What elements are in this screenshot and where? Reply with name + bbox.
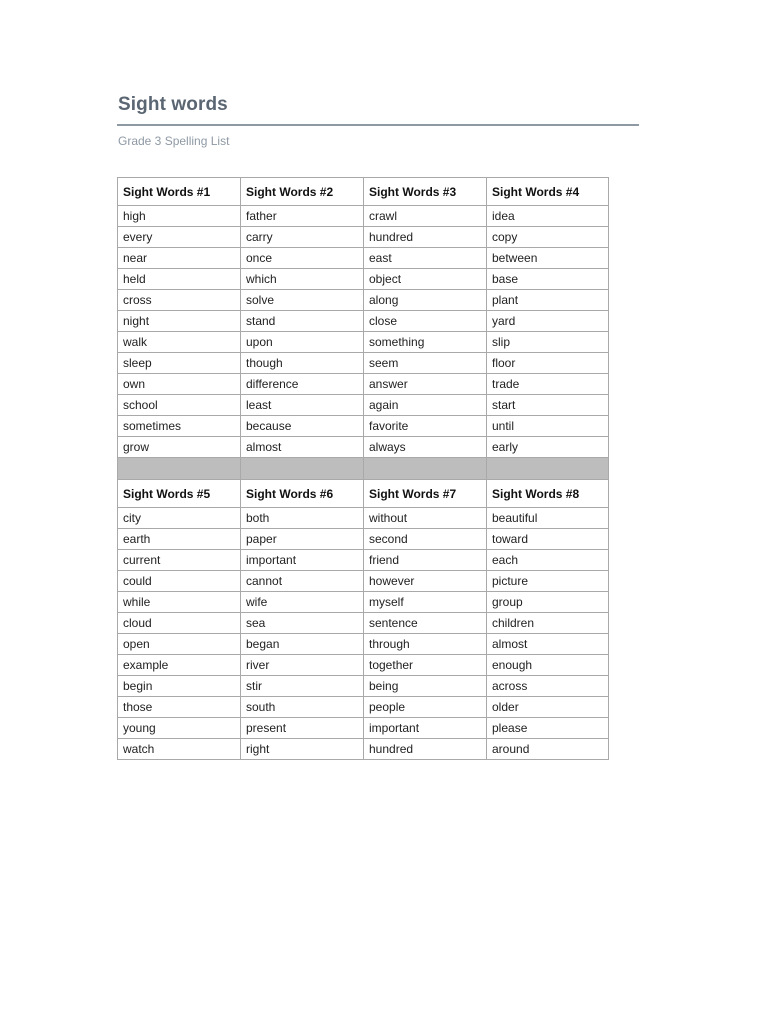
word-cell: seem <box>364 353 487 374</box>
word-cell: could <box>118 571 241 592</box>
table-row <box>118 374 609 395</box>
word-cell: stir <box>241 676 364 697</box>
word-cell: older <box>487 697 609 718</box>
word-cell: toward <box>487 529 609 550</box>
word-cell: almost <box>241 437 364 458</box>
word-cell: though <box>241 353 364 374</box>
word-cell: friend <box>364 550 487 571</box>
separator-cell <box>364 458 487 480</box>
word-cell: again <box>364 395 487 416</box>
word-cell: paper <box>241 529 364 550</box>
table-row <box>118 332 609 353</box>
table-row <box>118 739 609 760</box>
word-cell: start <box>487 395 609 416</box>
table-row <box>118 718 609 739</box>
column-header: Sight Words #5 <box>118 480 241 508</box>
word-cell: example <box>118 655 241 676</box>
word-cell: begin <box>118 676 241 697</box>
table-row <box>118 529 609 550</box>
word-cell: picture <box>487 571 609 592</box>
table-row <box>118 206 609 227</box>
table-row <box>118 697 609 718</box>
column-header: Sight Words #1 <box>118 178 241 206</box>
word-cell: upon <box>241 332 364 353</box>
word-cell: sleep <box>118 353 241 374</box>
table-row <box>118 227 609 248</box>
document-subtitle: Grade 3 Spelling List <box>118 134 230 148</box>
word-cell: earth <box>118 529 241 550</box>
word-cell: once <box>241 248 364 269</box>
word-cell: wife <box>241 592 364 613</box>
word-cell: important <box>241 550 364 571</box>
word-cell: those <box>118 697 241 718</box>
word-cell: between <box>487 248 609 269</box>
word-cell: hundred <box>364 739 487 760</box>
separator-cell <box>487 458 609 480</box>
word-cell: carry <box>241 227 364 248</box>
word-cell: people <box>364 697 487 718</box>
word-cell: grow <box>118 437 241 458</box>
column-header: Sight Words #8 <box>487 480 609 508</box>
table-row <box>118 437 609 458</box>
word-cell: because <box>241 416 364 437</box>
word-cell: high <box>118 206 241 227</box>
separator-cell <box>118 458 241 480</box>
table-row <box>118 550 609 571</box>
word-cell: sentence <box>364 613 487 634</box>
word-cell: favorite <box>364 416 487 437</box>
word-cell: enough <box>487 655 609 676</box>
word-cell: cloud <box>118 613 241 634</box>
word-cell: right <box>241 739 364 760</box>
word-cell: something <box>364 332 487 353</box>
word-cell: both <box>241 508 364 529</box>
word-cell: second <box>364 529 487 550</box>
word-cell: least <box>241 395 364 416</box>
word-cell: open <box>118 634 241 655</box>
word-cell: together <box>364 655 487 676</box>
word-cell: school <box>118 395 241 416</box>
word-cell: present <box>241 718 364 739</box>
word-cell: which <box>241 269 364 290</box>
word-cell: floor <box>487 353 609 374</box>
word-cell: close <box>364 311 487 332</box>
word-cell: always <box>364 437 487 458</box>
word-cell: young <box>118 718 241 739</box>
word-cell: watch <box>118 739 241 760</box>
word-cell: copy <box>487 227 609 248</box>
word-cell: cannot <box>241 571 364 592</box>
separator-cell <box>241 458 364 480</box>
word-cell: until <box>487 416 609 437</box>
word-cell: each <box>487 550 609 571</box>
table-row <box>118 571 609 592</box>
word-cell: sea <box>241 613 364 634</box>
word-cell: around <box>487 739 609 760</box>
table-row <box>118 290 609 311</box>
column-header: Sight Words #3 <box>364 178 487 206</box>
table-row <box>118 353 609 374</box>
column-header: Sight Words #7 <box>364 480 487 508</box>
word-cell: walk <box>118 332 241 353</box>
word-cell: idea <box>487 206 609 227</box>
sight-words-table-body <box>118 178 609 760</box>
word-cell: cross <box>118 290 241 311</box>
word-cell: every <box>118 227 241 248</box>
word-cell: city <box>118 508 241 529</box>
table-row <box>118 613 609 634</box>
word-cell: myself <box>364 592 487 613</box>
word-cell: plant <box>487 290 609 311</box>
word-cell: sometimes <box>118 416 241 437</box>
sight-words-table <box>117 177 609 760</box>
word-cell: began <box>241 634 364 655</box>
table-header-row <box>118 178 609 206</box>
column-header: Sight Words #2 <box>241 178 364 206</box>
document-title: Sight words <box>118 94 228 115</box>
table-header-row <box>118 480 609 508</box>
column-header: Sight Words #6 <box>241 480 364 508</box>
word-cell: father <box>241 206 364 227</box>
word-cell: held <box>118 269 241 290</box>
word-cell: east <box>364 248 487 269</box>
word-cell: important <box>364 718 487 739</box>
table-row <box>118 634 609 655</box>
word-cell: almost <box>487 634 609 655</box>
table-row <box>118 269 609 290</box>
title-divider <box>117 124 639 126</box>
word-cell: without <box>364 508 487 529</box>
word-cell: night <box>118 311 241 332</box>
table-row <box>118 508 609 529</box>
word-cell: near <box>118 248 241 269</box>
word-cell: base <box>487 269 609 290</box>
section-separator-row <box>118 458 609 480</box>
word-cell: hundred <box>364 227 487 248</box>
word-cell: through <box>364 634 487 655</box>
table-row <box>118 416 609 437</box>
table-row <box>118 248 609 269</box>
table-row <box>118 655 609 676</box>
word-cell: trade <box>487 374 609 395</box>
word-cell: group <box>487 592 609 613</box>
column-header: Sight Words #4 <box>487 178 609 206</box>
word-cell: across <box>487 676 609 697</box>
table-row <box>118 395 609 416</box>
word-cell: own <box>118 374 241 395</box>
table-row <box>118 311 609 332</box>
word-cell: early <box>487 437 609 458</box>
word-cell: along <box>364 290 487 311</box>
word-cell: south <box>241 697 364 718</box>
word-cell: slip <box>487 332 609 353</box>
word-cell: while <box>118 592 241 613</box>
word-cell: answer <box>364 374 487 395</box>
word-cell: solve <box>241 290 364 311</box>
word-cell: crawl <box>364 206 487 227</box>
word-cell: yard <box>487 311 609 332</box>
word-cell: current <box>118 550 241 571</box>
word-cell: please <box>487 718 609 739</box>
word-cell: however <box>364 571 487 592</box>
word-cell: river <box>241 655 364 676</box>
word-cell: being <box>364 676 487 697</box>
word-cell: children <box>487 613 609 634</box>
word-cell: stand <box>241 311 364 332</box>
word-cell: object <box>364 269 487 290</box>
word-cell: difference <box>241 374 364 395</box>
table-row <box>118 676 609 697</box>
word-cell: beautiful <box>487 508 609 529</box>
table-row <box>118 592 609 613</box>
